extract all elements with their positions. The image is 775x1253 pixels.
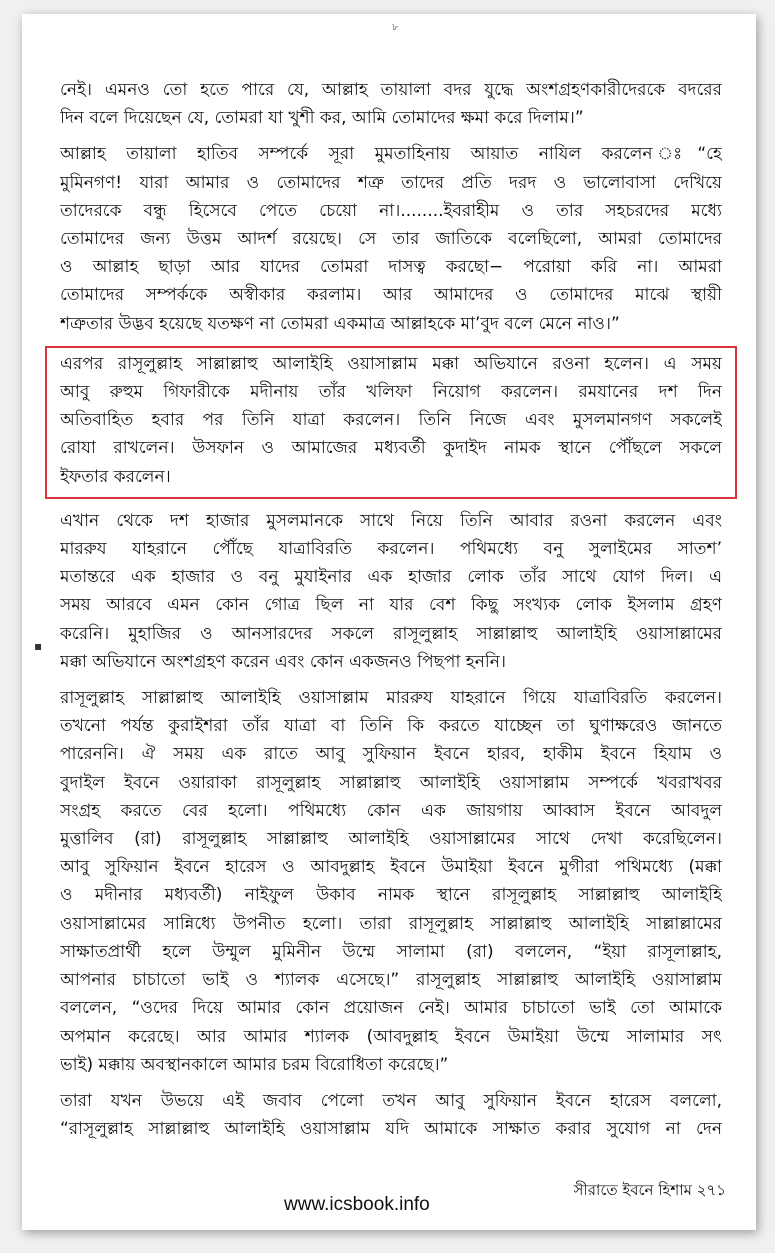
text-line: তাদেরকে বন্ধু হিসেবে পেতে চেয়ো না।........ইবরাহীম ও তার সহচরদের মধ্যে: [60, 200, 722, 221]
paragraph: [60, 684, 722, 1079]
paragraph: [60, 76, 722, 132]
document-page: [22, 14, 756, 1230]
text-line: সাক্ষাতপ্রার্থী হলে উম্মুল মুমিনীন উম্মে সালামা (রা) বললেন, “ইয়া রাসূলাল্লাহ,: [60, 941, 722, 962]
text-line: মক্কা অভিযানে অংশগ্রহণ করেন এবং কোন একজনও পিছপা হননি।: [60, 651, 506, 672]
text-line: রোযা রাখলেন। উসফান ও আমাজের মধ্যবর্তী কুদাইদ নামক স্থানে পৌঁছলে সকলে: [60, 438, 722, 459]
text-line: মতান্তরে এক হাজার ও বনু মুযাইনার এক হাজার লোক তাঁর সাথে যোগ দিল। এ: [60, 567, 722, 588]
page-top-mark: ৮: [392, 22, 399, 33]
footer-url: www.icsbook.info: [284, 1194, 430, 1215]
margin-mark: ▪: [34, 639, 43, 653]
text-line: ও আল্লাহ ছাড়া আর যাদের তোমরা দাসত্ব করছো− পরোয়া করি না। আমরা: [60, 257, 722, 278]
text-line: তোমাদের জন্য উত্তম আদর্শ রয়েছে। সে তার জাতিকে বলেছিলো, আমরা তোমাদের: [60, 229, 722, 250]
text-line: সময় আরবে এমন কোন গোত্র ছিল না যার বেশ কিছু সংখ্যক লোক ইসলাম গ্রহণ: [60, 595, 722, 616]
text-line: তোমাদের সম্পর্ককে অস্বীকার করলাম। আর আমাদের ও তোমাদের মাঝে স্থায়ী: [60, 285, 722, 306]
paragraph: [60, 507, 722, 676]
text-line: আবু সুফিয়ান ইবনে হারেস ও আবদুল্লাহ ইবনে উমাইয়া ইবনে মুগীরা পথিমধ্যে (মক্কা: [60, 857, 722, 878]
highlighted-passage-box: [45, 346, 737, 499]
text-line: মুমিনগণ! যারা আমার ও তোমাদের শত্রু তাদের প্রতি দরদ ও ভালোবাসা দেখিয়ে: [60, 172, 722, 193]
text-line: আপনার চাচাতো ভাই ও শ্যালক এসেছে।” রাসূলুল্লাহ সাল্লাল্লাহু আলাইহি ওয়াসাল্লাম: [60, 970, 722, 991]
text-line: শত্রুতার উদ্ভব হয়েছে যতক্ষণ না তোমরা একমাত্র আল্লাহকে মা’বুদ বলে মেনে নাও।”: [60, 313, 620, 334]
text-line: “রাসূলুল্লাহ সাল্লাল্লাহু আলাইহি ওয়াসাল্লাম যদি আমাকে সাক্ষাত করার সুযোগ না দেন: [60, 1119, 722, 1140]
text-line: দিন বলে দিয়েছেন যে, তোমরা যা খুশী কর, আমি তোমাদের ক্ষমা করে দিলাম।”: [60, 108, 584, 129]
text-line: এখান থেকে দশ হাজার মুসলমানকে সাথে নিয়ে তিনি আবার রওনা করলেন এবং: [60, 510, 722, 531]
paragraph: [60, 140, 722, 337]
text-line: পারেননি। ঐ সময় এক রাতে আবু সুফিয়ান ইবনে হারব, হাকীম ইবনে হিযাম ও: [60, 744, 722, 765]
text-line: রাসূলুল্লাহ সাল্লাল্লাহু আলাইহি ওয়াসাল্লাম মাররুয যাহরানে গিয়ে যাত্রাবিরতি করলেন।: [60, 688, 722, 709]
text-line: নেই। এমনও তো হতে পারে যে, আল্লাহ তায়ালা বদর যুদ্ধে অংশগ্রহণকারীদেরকে বদরের: [60, 80, 722, 100]
text-line: ও মদীনার মধ্যবর্তী) নাইফুল উকাব নামক স্থানে রাসূলুল্লাহ সাল্লাল্লাহু আলাইহি: [60, 885, 722, 906]
text-line: তারা যখন উভয়ে এই জবাব পেলো তখন আবু সুফিয়ান ইবনে হারেস বললো,: [60, 1090, 722, 1111]
paragraph: [60, 350, 722, 491]
text-line: ভাই) মক্কায় অবস্থানকালে আমার চরম বিরোধিতা করেছে।”: [60, 1054, 449, 1075]
text-line: বুদাইল ইবনে ওয়ারাকা রাসূলুল্লাহ সাল্লাল্লাহু আলাইহি ওয়াসাল্লাম সম্পর্কে খবরাখবর: [60, 772, 722, 793]
text-line: বললেন, “ওদের দিয়ে আমার কোন প্রয়োজন নেই। আমার চাচাতো ভাই তো আমাকে: [60, 998, 722, 1019]
footer-book-page: সীরাতে ইবনে হিশাম ২৭১: [573, 1181, 726, 1199]
text-line: করেনি। মুহাজির ও আনসারদের সকলে রাসূলুল্লাহ সাল্লাল্লাহু আলাইহি ওয়াসাল্লামের: [60, 623, 722, 644]
text-line: তখনো পর্যন্ত কুরাইশরা তাঁর যাত্রা বা তিনি কি করতে যাচ্ছেন তা ঘুণাক্ষরেও জানতে: [60, 716, 722, 737]
text-line: আল্লাহ তায়ালা হাতিব সম্পর্কে সূরা মুমতাহিনায় আয়াত নাযিল করলেন ঃ“হে: [60, 144, 722, 165]
text-line: মুত্তালিব (রা) রাসূলুল্লাহ সাল্লাল্লাহু আলাইহি ওয়াসাল্লামের সাথে দেখা করেছিলেন।: [60, 829, 722, 850]
text-line: ওয়াসাল্লামের সান্নিধ্যে উপনীত হলো। তারা রাসূলুল্লাহ সাল্লাল্লাহু আলাইহি সাল্লাল্লামের: [60, 913, 722, 934]
text-line: অতিবাহিত হবার পর তিনি যাত্রা করলেন। তিনি নিজে এবং মুসলমানগণ সকলেই: [60, 410, 722, 431]
text-line: অপমান করেছে। আর আমার শ্যালক (আবদুল্লাহ ইবনে উমাইয়া উম্মে সালামার সৎ: [60, 1026, 722, 1047]
text-line: মাররুয যাহরানে পৌঁছে যাত্রাবিরতি করলেন। পথিমধ্যে বনু সুলাইমের সাতশ’: [60, 539, 722, 560]
text-line: আবু রুহুম গিফারীকে মদীনায় তাঁর খলিফা নিয়োগ করলেন। রমযানের দশ দিন: [60, 382, 722, 403]
text-line: এরপর রাসূলুল্লাহ সাল্লাল্লাহু আলাইহি ওয়াসাল্লাম মক্কা অভিযানে রওনা হলেন। এ সময়: [60, 353, 722, 374]
text-line: ইফতার করলেন।: [60, 466, 171, 487]
page-body: [60, 76, 722, 1151]
paragraph: [60, 1087, 722, 1143]
text-line: সংগ্রহ করতে বের হলো। পথিমধ্যে কোন এক জায়গায় আব্বাস ইবনে আবদুল: [60, 800, 722, 821]
